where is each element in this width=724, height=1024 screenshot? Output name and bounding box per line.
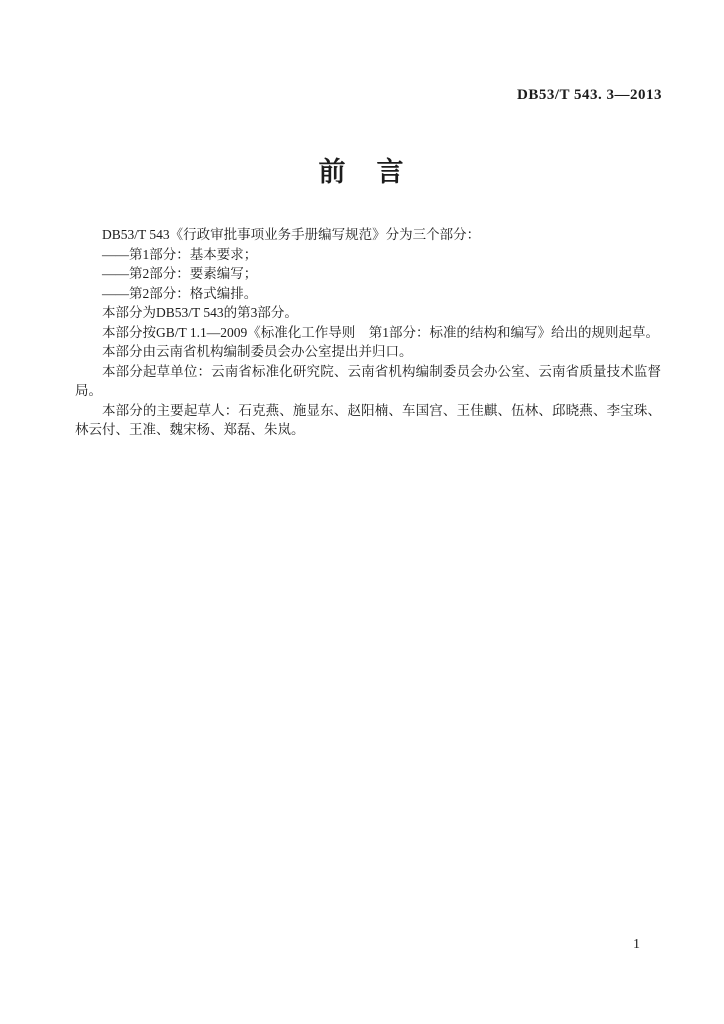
paragraph-part1-item: ——第1部分：基本要求；	[102, 246, 258, 262]
paragraph-part2-item: ——第2部分：要素编写；	[102, 266, 258, 281]
page-number: 1	[633, 937, 640, 952]
paragraph-drafting-units: 本部分起草单位：云南省标准化研究院、云南省机构编制委员会办公室、云南省质量技术监督局。	[75, 363, 661, 398]
paragraph-this-part: 本部分为DB53/T 543的第3部分。	[102, 305, 298, 320]
paragraph-proposed-by: 本部分由云南省机构编制委员会办公室提出并归口。	[102, 344, 413, 359]
header-doc-number: DB53/T 543. 3—2013	[517, 87, 662, 103]
page-title: 前 言	[318, 157, 406, 187]
foreword-body	[75, 225, 661, 440]
paragraph-part3-item: ——第2部分：格式编排。	[102, 285, 258, 301]
paragraph-drafting-rules: 本部分按GB/T 1.1—2009《标准化工作导则 第1部分：标准的结构和编写》给出的规则起草。	[102, 324, 660, 340]
paragraph-intro: DB53/T 543《行政审批事项业务手册编写规范》分为三个部分：	[102, 227, 481, 242]
paragraph-drafters: 本部分的主要起草人：石克燕、施显东、赵阳楠、车国宫、王佳麒、伍林、邱晓燕、李宝珠、林云付、王准、魏宋杨、郑磊、朱岚。	[75, 402, 661, 437]
